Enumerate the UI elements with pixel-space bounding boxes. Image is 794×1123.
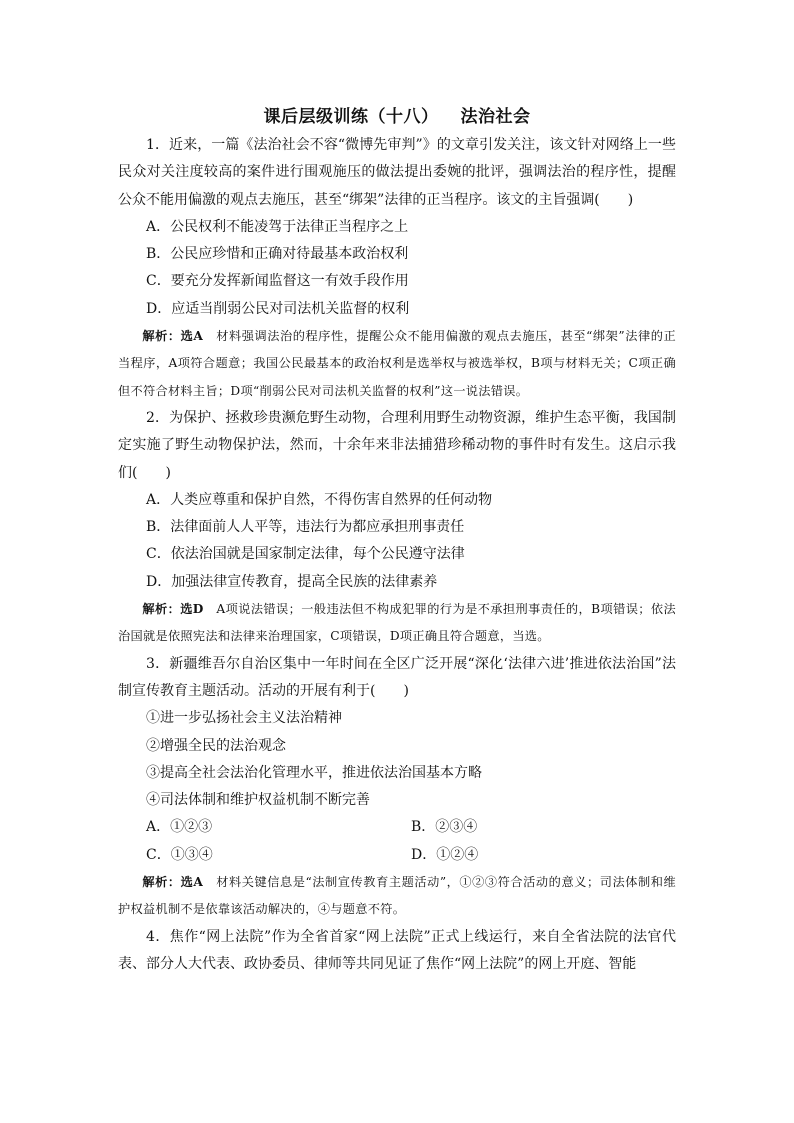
- question-2-option-a: A．人类应尊重和保护自然，不得伤害自然界的任何动物: [146, 491, 493, 508]
- page-title: [118, 104, 676, 130]
- document-page: [118, 104, 676, 978]
- question-2-answer-tag: 解析：选D: [142, 602, 204, 617]
- question-2-explanation: [118, 596, 676, 651]
- question-1-option-d: D．应适当削弱公民对司法机关监督的权利: [146, 300, 410, 317]
- question-3-options-row-2: [118, 842, 676, 869]
- question-2-option-d: D．加强法律宣传教育，提高全民族的法律素养: [146, 573, 438, 590]
- question-1-option-c: C．要充分发挥新闻监督这一有效手段作用: [146, 273, 409, 290]
- question-3-option-d: D．①②④: [411, 846, 479, 863]
- question-3-item-2: ②增强全民的法治观念: [146, 737, 286, 754]
- question-2-option-c: C．依法治国就是国家制定法律，每个公民遵守法律: [146, 546, 465, 563]
- question-1-option-a: A．公民权利不能凌驾于法律正当程序之上: [146, 218, 409, 235]
- question-3-stem: 3．新疆维吾尔自治区集中一年时间在全区广泛开展“深化‘法律六进’推进依法治国”法制宣传教育主题活动。活动的开展有利于( ): [118, 655, 676, 699]
- question-1-explanation: [118, 323, 676, 405]
- question-1-stem: 1．近来，一篇《法治社会不容“微博先审判”》的文章引发关注，该文针对网络上一些民众对关注度较高的案件进行围观施压的做法提出委婉的批评，强调法治的程序性，提醒公众不能用偏激的观点去施压，甚至“绑架”法律的正当程序。该文的主旨强调( ): [118, 137, 676, 208]
- question-2-option-b: B．法律面前人人平等，违法行为都应承担刑事责任: [146, 519, 465, 536]
- title-sub: 法治社会: [460, 107, 531, 127]
- question-3-item-4: ④司法体制和维护权益机制不断完善: [146, 792, 370, 809]
- question-1-answer-tag: 解析：选A: [142, 329, 204, 344]
- question-3-item-1: ①进一步弘扬社会主义法治精神: [146, 710, 342, 727]
- question-3-options-row-1: [118, 814, 676, 841]
- question-3-answer-tag: 解析：选A: [142, 875, 204, 890]
- question-4-stem: 4．焦作“网上法院”作为全省首家“网上法院”正式上线运行，来自全省法院的法官代表、部分人大代表、政协委员、律师等共同见证了焦作“网上法院”的网上开庭、智能: [118, 928, 676, 972]
- question-3-explanation: [118, 869, 676, 924]
- question-3-option-b: B．②③④: [411, 819, 478, 836]
- question-1-option-b: B．公民应珍惜和正确对待最基本政治权利: [146, 246, 409, 263]
- question-2-stem: 2．为保护、拯救珍贵濒危野生动物，合理利用野生动物资源，维护生态平衡，我国制定实施了野生动物保护法，然而，十余年来非法捕猎珍稀动物的事件时有发生。这启示我们( ): [118, 409, 676, 481]
- question-1-explanation-body: 材料强调法治的程序性，提醒公众不能用偏激的观点去施压，甚至“绑架”法律的正当程序，A项符合题意；我国公民最基本的政治权利是选举权与被选举权，B项与材料无关；C项正确但不符合材料主旨；D项“削弱公民对司法机关监督的权利”这一说法错误。: [118, 329, 676, 398]
- question-3-option-a: A．①②③: [146, 819, 213, 836]
- question-3-option-c: C．①③④: [146, 846, 213, 863]
- title-main: 课后层级训练（十八）: [263, 107, 439, 127]
- question-2-explanation-body: A项说法错误；一般违法但不构成犯罪的行为是不承担刑事责任的，B项错误；依法治国就是依照宪法和法律来治理国家，C项错误，D项正确且符合题意，当选。: [118, 602, 676, 644]
- question-3-item-3: ③提高全社会法治化管理水平，推进依法治国基本方略: [146, 764, 482, 781]
- question-3-explanation-body: 材料关键信息是“法制宣传教育主题活动”，①②③符合活动的意义；司法体制和维护权益机制不是依靠该活动解决的，④与题意不符。: [118, 875, 676, 917]
